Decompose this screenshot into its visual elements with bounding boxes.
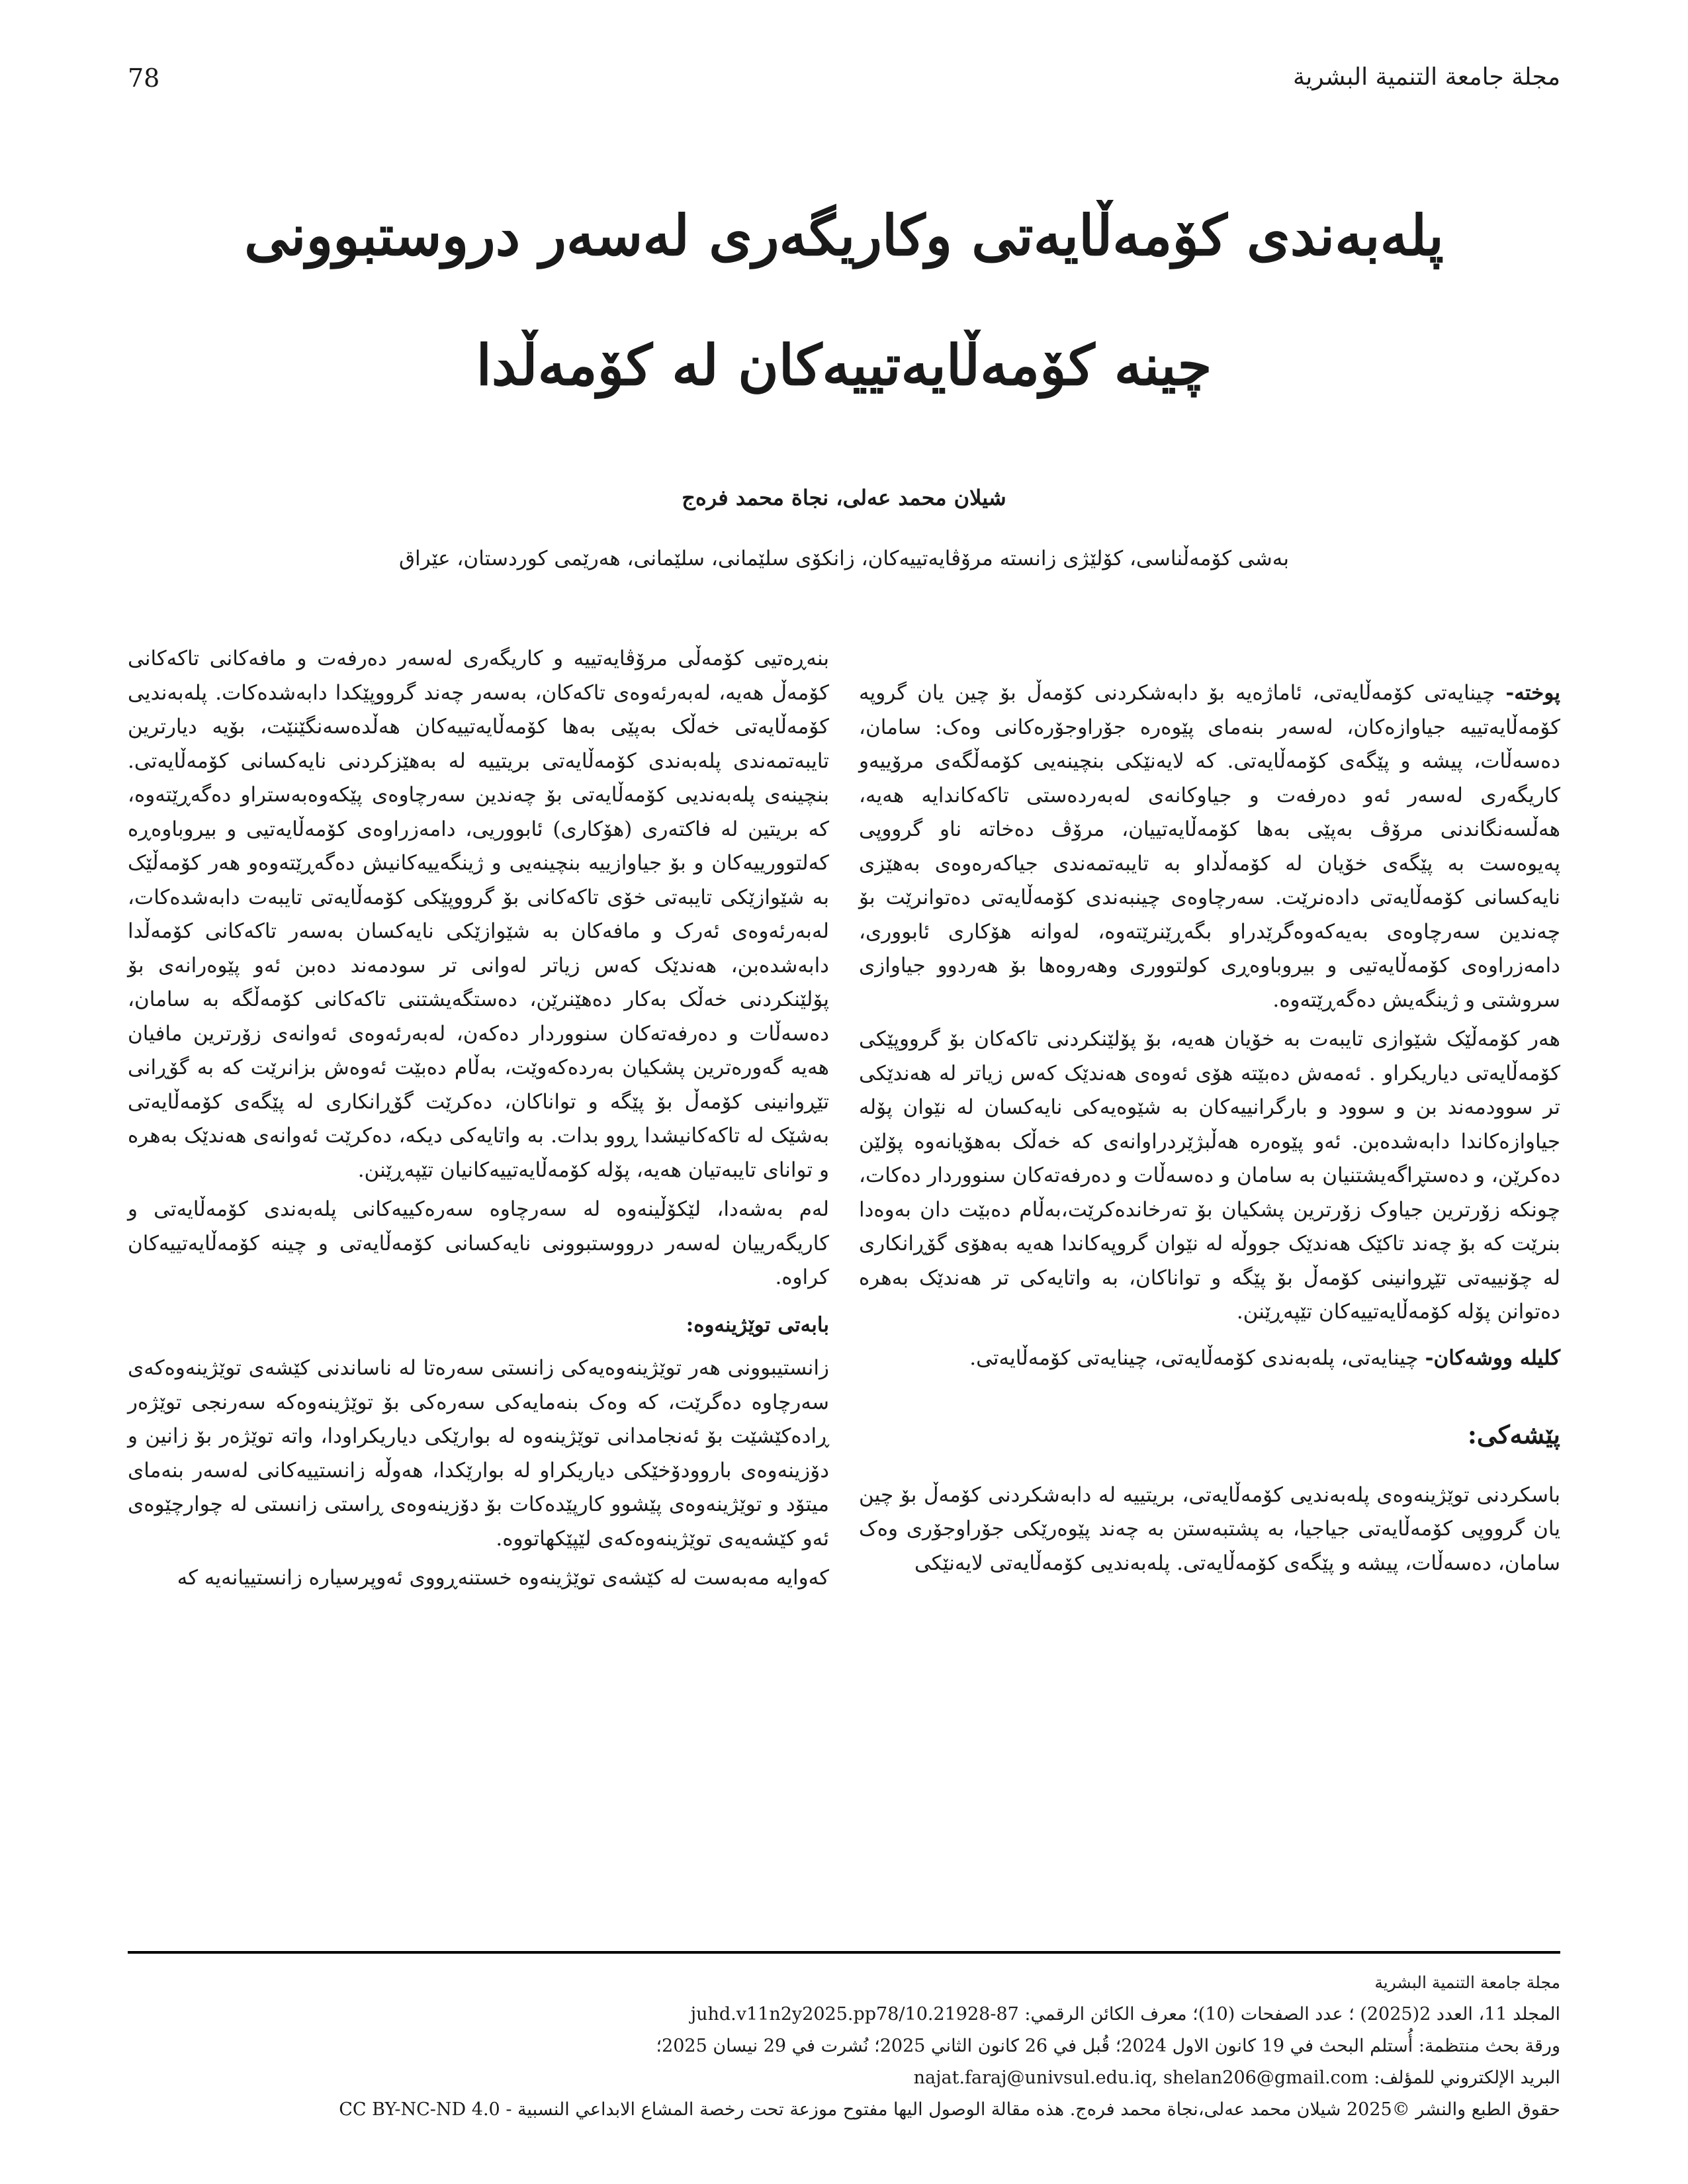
keywords	[859, 1342, 1560, 1376]
right-column	[859, 676, 1560, 1586]
footer-license[interactable]: CC BY-NC-ND 4.0	[339, 2099, 500, 2120]
keywords-text: چینایەتی، پلەبەندی کۆمەڵایەتی، چینایەتی کۆمەڵایەتی.	[969, 1345, 1419, 1370]
footer-volume-info: المجلد 11، العدد 2(2025) ؛ عدد الصفحات (10)؛ معرف الكائن الرقمي: 87-10.21928/juhd.v11n2y2025.pp78	[690, 2004, 1560, 2025]
left-column	[128, 642, 829, 1601]
abstract-label: پوختە-	[1505, 681, 1560, 705]
keywords-label: کلیلە ووشەکان-	[1425, 1345, 1560, 1370]
footer-email-line	[128, 2062, 1560, 2094]
title-line-1: پلەبەندی کۆمەڵایەتی وکاریگەری لەسەر دروستبوونی	[244, 203, 1444, 268]
intro-paragraph: باسکردنی توێژینەوەی پلەبەندیی کۆمەڵایەتی، بریتییە لە دابەشکردنی کۆمەڵ بۆ چین یان گرووپی کۆمەڵایەتی جیاجیا، بە پشتبەستن بە چەند پێوەرێکی جۆراوجۆری وەک سامان، دەسەڵات، پیشە و پێگەی کۆمەڵایەتی. پلەبەندیی کۆمەڵایەتی لایەنێکی	[859, 1482, 1560, 1575]
footer-emails[interactable]: najat.faraj@univsul.edu.iq, shelan206@gmail.com	[913, 2068, 1368, 2088]
footer	[128, 1967, 1560, 2126]
body-paragraph-1: بنەڕەتیی کۆمەڵی مرۆڤایەتییە و کاریگەری لەسەر دەرفەت و مافەکانی تاکەکانی کۆمەڵ هەیە، لەبەرئەوەی تاکەکان، بەسەر چەند گرووپێکدا دابەشدەکات. پلەبەندیی کۆمەڵایەتی خەڵک بەپێی بەها کۆمەڵایەتییەکان هەڵدەسەنگێنێت، بۆیە دیارترین تایبەتمەندی پلەبەندی کۆمەڵایەتی بریتییە لە بەهێزکردنی نایەکسانی کۆمەڵایەتی. بنچینەی پلەبەندیی کۆمەڵایەتی بۆ چەندین سەرچاوەی پێکەوەبەستراو دەگەڕێتەوە، کە بریتین لە فاکتەری (هۆکاری) ئابووریی، دامەزراوەی کۆمەڵایەتیی و بیروباوەڕە کەلتوورییەکان و بۆ جیاوازییە بنچینەیی و ژینگەییەکانیش دەگەڕێتەوەو هەر کۆمەڵێک بە شێوازێکی تایبەتی خۆی تاکەکانی بۆ گرووپێکی کۆمەڵایەتی تایبەت دابەشدەکات، لەبەرئەوەی ئەرک و مافەکان بە شێوازێکی نایەکسان بەسەر تاکەکانی کۆمەڵدا دابەشدەبن، هەندێک کەس زیاتر لەوانی تر سودمەند دەبن ئەو پێوەرانەی بۆ پۆلێنکردنی خەڵک بەکار دەهێنرێن، دەستگەیشتنی تاکەکانی کۆمەڵگە بە سامان، دەسەڵات و دەرفەتەکان سنووردار دەکەن، لەبەرئەوەی ئەوانەی زۆرترین مافیان هەیە گەورەترین پشکیان بەردەکەوێت، بەڵام دەبێت ئەوەش بزانرێت کە بە گۆڕانی تێڕوانینی کۆمەڵ بۆ پێگە و تواناکان، دەکرێت گۆڕانکاری لە پێگەی کۆمەڵایەتی بەشێک لە تاکەکانیشدا ڕوو بدات. بە واتایەکی دیکە، دەکرێت ئەوانەی هەندێک بەهرە و توانای تایبەتیان هەیە، پۆلە کۆمەڵایەتییەکانیان تێپەڕێنن.	[128, 647, 829, 1182]
title-line-2: چینە کۆمەڵایەتییەکان لە کۆمەڵدا	[476, 332, 1212, 398]
footer-copyright-line	[128, 2094, 1560, 2126]
footer-dates: ورقة بحث منتظمة: أُستلم البحث في 19 كانون الاول 2024؛ قُبل في 26 كانون الثاني 2025؛ نُشرت في 29 نيسان 2025؛	[656, 2036, 1560, 2056]
abstract-paragraph-2: هەر کۆمەڵێک شێوازی تایبەت بە خۆیان هەیە، بۆ پۆلێنکردنی تاکەکان بۆ گرووپێکی کۆمەڵایەتی دیاریکراو . ئەمەش دەبێتە هۆی ئەوەی هەندێک کەس زیاتر لە هەندێکی تر سوودمەند بن و سوود و بارگرانییەکان بە شێوەیەکی نایەکسان لە نێوان پۆلە جیاوازەکاندا دابەشدەبن. ئەو پێوەرە هەڵبژێردراوانەی کە خەڵک بەهۆیانەوە پۆلێن دەکرێن، و دەستڕاگەیشتنیان بە سامان و دەسەڵات و دەرفەتەکان سنووردار دەکات، چونکە زۆرترین جیاوک زۆرترین پشکیان بۆ تەرخاندەکرێت،بەڵام دەبێت دان بەوەدا بنرێت کە بۆ چەند تاکێک هەندێک جووڵە لە نێوان گروپەکاندا هەیە بەهۆی گۆڕانکاری لە چۆنییەتی تێڕوانینی کۆمەڵ بۆ پێگە و تواناکان، بە واتایەکی تر هەندێک بەهرە دەتوانن پۆلە کۆمەڵایەتییەکان تێپەڕێنن.	[859, 1027, 1560, 1324]
footer-divider	[128, 1951, 1560, 1954]
intro-heading: پێشەکی:	[1467, 1420, 1560, 1449]
page-number: 78	[128, 64, 160, 93]
body-paragraph-4: کەوایە مەبەست لە کێشەی توێژینەوە خستنەڕووی ئەوپرسیارە زانستییانەیە کە	[177, 1566, 829, 1590]
footer-email-label: البريد الإلكتروني للمؤلف:	[1374, 2068, 1560, 2088]
body-paragraph-2: لەم بەشەدا، لێکۆڵینەوە لە سەرچاوە سەرەکییەکانی پلەبەندی کۆمەڵایەتی و کاریگەرییان لەسەر درووستبوونی نایەکسانی کۆمەڵایەتی و چینە کۆمەڵایەتییەکان کراوە.	[128, 1197, 829, 1289]
abstract-paragraph-1	[859, 676, 1560, 1017]
research-topic-heading: بابەتی توێژینەوە:	[686, 1312, 829, 1337]
affiliation: بەشی کۆمەڵناسی، کۆلێژی زانستە مرۆڤایەتییەکان، زانکۆی سلێمانی، سلێمانی، هەرێمی کوردستان، عێراق	[398, 547, 1290, 570]
abstract-text-1: چینایەتی کۆمەڵایەتی، ئاماژەیە بۆ دابەشکردنی کۆمەڵ بۆ چین یان گروپە کۆمەڵایەتییە جیاوازەکان، لەسەر بنەمای پێوەرە جۆراوجۆرەکانی وەک: سامان، دەسەڵات، پیشە و پێگەی کۆمەڵایەتی. کە لایەنێکی بنچینەیی کۆمەڵگەی مرۆییەو کاریگەری لەسەر ئەو دەرفەت و جیاوکانەی لەبەردەستی تاکەکاندایە هەیە، هەڵسەنگاندنی مرۆڤ بەپێی بەها کۆمەڵایەتییان، مرۆڤ دەخاتە ناو گرووپی پەیوەست بە پێگەی خۆیان لە کۆمەڵداو بە تایبەتمەندی جیاکەرەوەی بەهێزی نایەکسانی کۆمەڵایەتی دادەنرێت. سەرچاوەی چینبەندی کۆمەڵایەتی دەتوانرێت بۆ چەندین سەرچاوەی بەیەکەوەگرێدراو بگەڕێنرێتەوە، لەوانە هۆکاری ئابووری، دامەزراوەی کۆمەڵایەتیی و بیروباوەڕی کولتووری وهەروەها بۆ هەردوو جیاوازی سروشتی و ژینگەیش دەگەڕێتەوە.	[859, 681, 1560, 1012]
body-paragraph-3: زانستیبوونی هەر توێژینەوەیەکی زانستی سەرەتا لە ناساندنی کێشەی توێژینەوەکەی سەرچاوە دەگرێت، کە وەک بنەمایەکی سەرەکی بۆ توێژینەوەکە سەرنجی توێژەر ڕادەکێشێت بۆ ئەنجامدانی توێژینەوە لە بوارێکی دیاریکراودا، واتە توێژەر بۆ زانین و دۆزینەوەی باروودۆخێکی دیاریکراو لە بوارێکدا، هەوڵە زانستییەکانی لەسەر بنەمای میتۆد و توێژینەوەی پێشوو کارپێدەکات بۆ دۆزینەوەی ڕاستی زانستی لە چوارچێوەی ئەو کێشەیەی توێژینەوەکەی لێپێکهاتووە.	[128, 1356, 829, 1551]
article-title	[172, 171, 1516, 430]
footer-copyright: حقوق الطبع والنشر ©2025 شيلان محمد عەلى،نجاة محمد فرەج. هذه مقالة الوصول اليها مفتوح موزعة تحت رخصة المشاع الابداعي النسبية -	[506, 2099, 1560, 2120]
journal-header: مجلة جامعة التنمية البشرية	[1292, 64, 1560, 91]
footer-journal: مجلة جامعة التنمية البشرية	[1374, 1973, 1560, 1992]
authors: شیلان محمد عەلی، نجاة محمد فرەج	[682, 485, 1006, 510]
